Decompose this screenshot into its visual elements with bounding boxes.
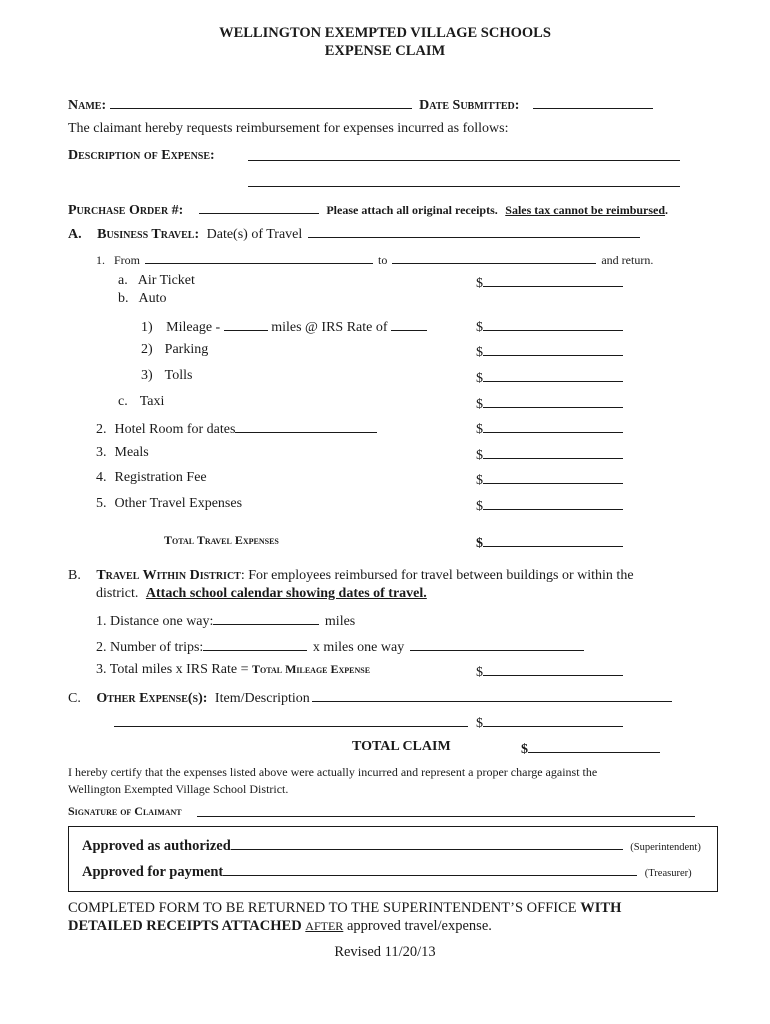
registration-amount[interactable]: $ (476, 470, 623, 489)
section-b-title: Travel Within District (96, 568, 241, 583)
air-ticket-amount[interactable]: $ (476, 273, 623, 292)
po-note: Please attach all original receipts. (326, 203, 498, 217)
to-field[interactable] (392, 250, 596, 264)
section-a-letter: A. (68, 227, 82, 242)
total-travel-label: Total Travel Expenses (164, 533, 279, 547)
section-a-title: Business Travel: (97, 227, 200, 242)
certify-line-2: Wellington Exempted Village School District. (68, 782, 289, 796)
intro-text: The claimant hereby requests reimbursement for expenses incurred as follows: (68, 121, 509, 136)
total-mileage-row: 3. Total miles x IRS Rate = Total Mileage Expense (96, 662, 371, 677)
hotel-dates-field[interactable] (235, 419, 377, 433)
po-note-underlined: Sales tax cannot be reimbursed (505, 203, 666, 217)
travel-dates-label: Date(s) of Travel (206, 227, 303, 242)
name-label: Name: (68, 98, 107, 113)
footer-line-1: COMPLETED FORM TO BE RETURNED TO THE SUPERINTENDENT’S OFFICE WITH (68, 900, 622, 916)
revised-date: Revised 11/20/13 (334, 944, 436, 960)
superintendent-signature-field[interactable] (231, 836, 623, 850)
hotel-row: 2. Hotel Room for dates (96, 419, 377, 438)
superintendent-label: (Superintendent) (630, 842, 701, 853)
from-row (96, 250, 653, 268)
item-description-field[interactable] (312, 688, 672, 702)
miles-one-way-field[interactable] (410, 637, 584, 651)
approved-payment-row (82, 862, 692, 881)
approved-payment-label: Approved for payment (82, 864, 224, 880)
section-b-heading (68, 568, 634, 584)
trips-row: 2. Number of trips: x miles one way (96, 637, 584, 656)
air-ticket-label: a. Air Ticket (118, 273, 195, 288)
section-a-heading (68, 224, 640, 243)
po-row: Purchase Order #: Please attach all original receipts. Sales tax cannot be reimbursed. (68, 200, 668, 219)
name-row (68, 95, 653, 114)
signature-row (68, 804, 182, 820)
total-mileage-amount[interactable]: $ (476, 662, 623, 681)
description-field-2[interactable] (248, 173, 680, 187)
date-label: Date Submitted: (419, 98, 520, 113)
signature-label: Signature of Claimant (68, 804, 182, 818)
po-label: Purchase Order #: (68, 203, 184, 218)
other-expense-amount[interactable]: $ (476, 713, 623, 732)
total-claim-label: TOTAL CLAIM (352, 739, 451, 754)
mileage-amount[interactable]: $ (476, 317, 623, 336)
tolls-label: 3) Tolls (141, 368, 193, 383)
date-field[interactable] (533, 95, 653, 109)
section-c-heading: C. Other Expense(s): Item/Description (68, 688, 672, 707)
section-b-letter: B. (68, 568, 81, 583)
mileage-miles-field[interactable] (224, 317, 268, 331)
total-mileage-label: Total Mileage Expense (251, 662, 371, 676)
description-row (68, 148, 215, 164)
item-description-field-2[interactable] (114, 713, 468, 727)
other-travel-amount[interactable]: $ (476, 496, 623, 515)
registration-label: 4. Registration Fee (96, 470, 207, 485)
po-field[interactable] (199, 200, 319, 214)
travel-dates-field[interactable] (308, 224, 640, 238)
total-claim-amount[interactable]: $ (521, 739, 660, 758)
description-field-1[interactable] (248, 147, 680, 161)
hotel-amount[interactable]: $ (476, 419, 623, 438)
to-label: to (378, 253, 388, 267)
description-label: Description of Expense: (68, 148, 215, 163)
parking-label: 2) Parking (141, 342, 209, 357)
section-c-title: Other Expense(s): (96, 691, 208, 706)
distance-field[interactable] (213, 611, 319, 625)
from-label: From (114, 253, 141, 267)
school-name: WELLINGTON EXEMPTED VILLAGE SCHOOLS (219, 25, 551, 41)
form-title: EXPENSE CLAIM (324, 43, 446, 59)
from-field[interactable] (145, 250, 373, 264)
meals-label: 3. Meals (96, 445, 149, 460)
treasurer-signature-field[interactable] (223, 862, 637, 876)
trips-field[interactable] (203, 637, 307, 651)
taxi-label: c. Taxi (118, 394, 165, 409)
mileage-row: 1) Mileage - miles @ IRS Rate of (141, 317, 427, 336)
footer-line-2: DETAILED RECEIPTS ATTACHED AFTER approved travel/expense. (68, 918, 492, 934)
taxi-amount[interactable]: $ (476, 394, 623, 413)
other-travel-label: 5. Other Travel Expenses (96, 496, 243, 511)
signature-field[interactable] (197, 803, 695, 817)
return-label: and return. (601, 253, 654, 267)
certify-line-1: I hereby certify that the expenses listed above were actually incurred and represent a proper charge against the (68, 765, 598, 779)
distance-row: 1. Distance one way: miles (96, 611, 355, 630)
section-c-letter: C. (68, 691, 81, 706)
attach-calendar-note: Attach school calendar showing dates of travel. (145, 586, 427, 601)
meals-amount[interactable]: $ (476, 445, 623, 464)
name-field[interactable] (110, 95, 412, 109)
total-travel-amount[interactable]: $ (476, 533, 623, 552)
treasurer-label: (Treasurer) (644, 868, 692, 879)
section-b-desc: : For employees reimbursed for travel between buildings or within the (240, 568, 634, 583)
irs-rate-field[interactable] (391, 317, 427, 331)
approved-authorized-label: Approved as authorized (82, 838, 231, 854)
parking-amount[interactable]: $ (476, 342, 623, 361)
approved-authorized-row (82, 836, 701, 855)
auto-label: b. Auto (118, 291, 167, 306)
from-num: 1. (96, 253, 105, 267)
section-b-desc2-row: district. Attach school calendar showing dates of travel. (96, 586, 427, 601)
tolls-amount[interactable]: $ (476, 368, 623, 387)
